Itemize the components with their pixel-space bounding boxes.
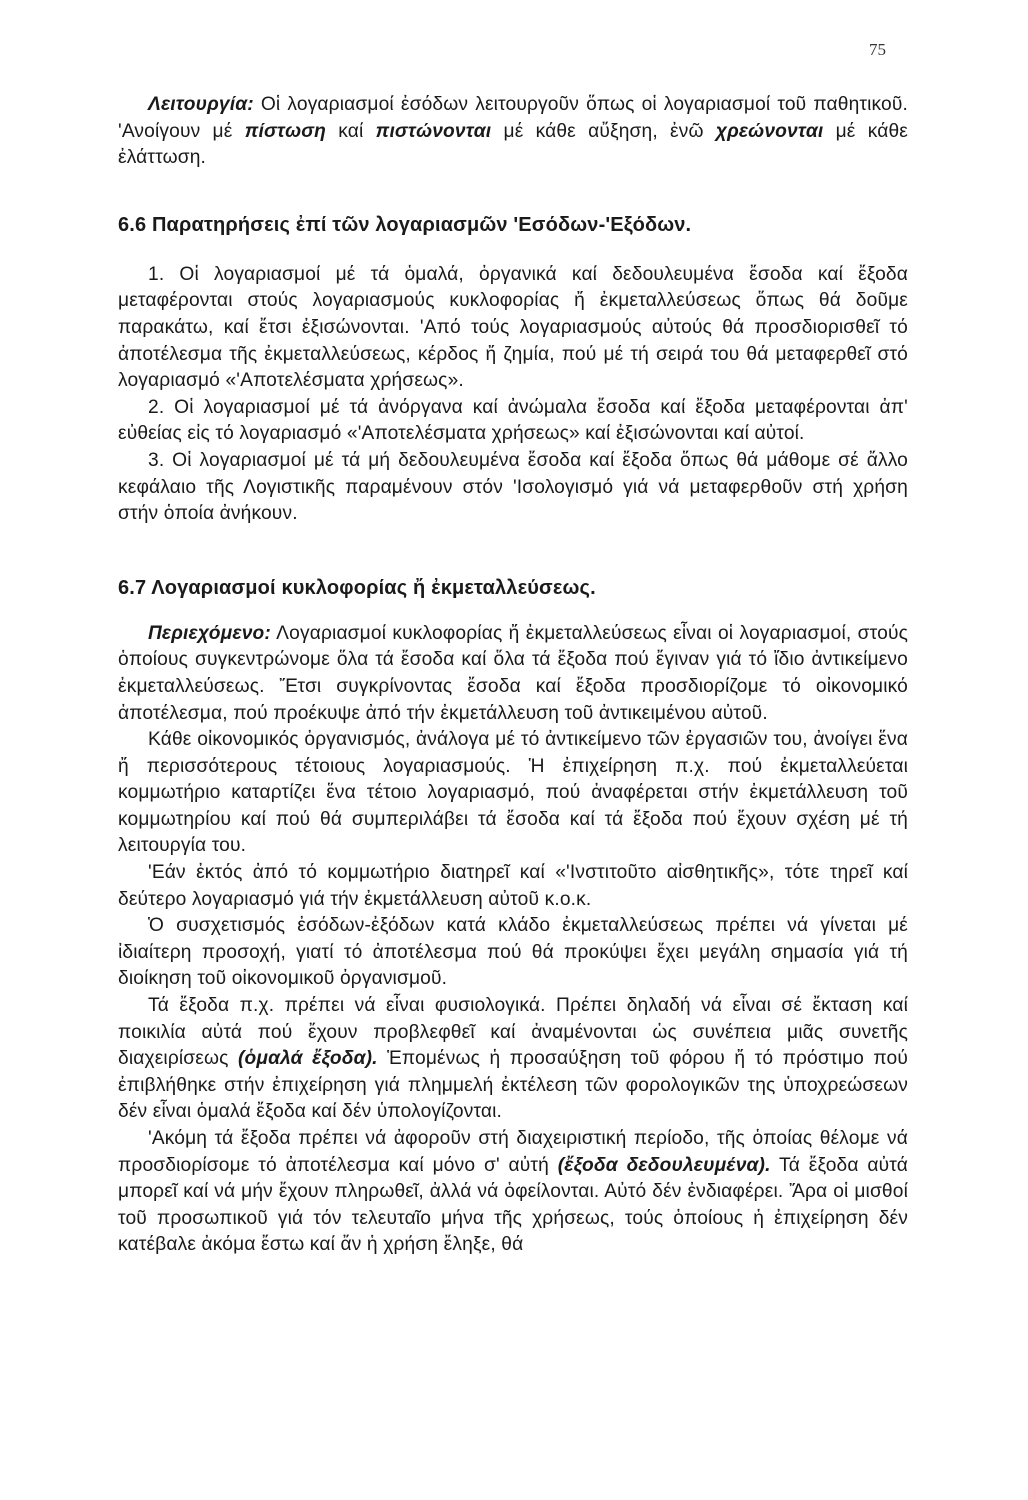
term-pistonontai: πιστώνονται bbox=[375, 120, 492, 142]
paragraph: Κάθε οἰκονομικός ὀργανισμός, ἀνάλογα μέ τό ἀντικείμενο τῶν ἐργασιῶν του, ἀνοίγει ἕνα ἤ περισσότερους τέτοιους λογαριασμούς. Ἡ ἐπιχείρηση π.χ. πού ἐκμεταλλεύεται κομμωτήριο καταρτίζει ἕνα τέτοιο λογαριασμό, πού ἀναφέρεται στήν ἐκμετάλλευση τοῦ κομμωτηρίου καί πού θά συμπεριλάβει τά ἔσοδα καί τά ἔξοδα πού ἔχουν σχέση μέ τή λειτουργία του. bbox=[118, 729, 908, 857]
term-exoda-dedouleumena: (ἔξοδα δεδουλευμένα). bbox=[557, 1154, 771, 1176]
section-6-7-heading: 6.7 Λογαριασμοί κυκλοφορίας ἤ ἐκμεταλλεύσεως. bbox=[118, 576, 596, 599]
list-item: 3. Οἱ λογαριασμοί μέ τά μή δεδουλευμένα ἔσοδα καί ἔξοδα ὅπως θά μάθομε σέ ἄλλο κεφάλαιο τῆς Λογιστικῆς παραμένουν στόν 'Ισολογισμό γιά νά μεταφερθοῦν στή χρήση στήν ὁποία ἀνήκουν. bbox=[118, 449, 908, 525]
content-label: Περιεχόμενο: bbox=[148, 622, 271, 644]
intro-label: Λειτουργία: bbox=[148, 94, 254, 115]
paragraph: 'Ακόμη τά ἔξοδα πρέπει νά ἀφοροῦν στή διαχειριστική περίοδο, τῆς ὁποίας θέλομε νά προσδιορίσομε τό ἀποτέλεσμα καί μόνο σ' αὐτή (ἔξοδα δεδουλευμένα). Τά ἔξοδα αὐτά μπορεῖ καί νά μήν ἔχουν πληρωθεῖ, ἀλλά νά ὀφείλονται. Αὐτό δέν ἐνδιαφέρει. Ἄρα οἱ μισθοί τοῦ προσωπικοῦ γιά τόν τελευταῖο μήνα τῆς χρήσεως, τούς ὁποίους ἡ ἐπιχείρηση δέν κατέβαλε ἀκόμα ἔστω καί ἄν ἡ χρήση ἔληξε, θά bbox=[118, 1128, 908, 1256]
page-content bbox=[118, 92, 908, 1259]
intro-paragraph: Λειτουργία: Οἱ λογαριασμοί ἐσόδων λειτουργοῦν ὅπως οἱ λογαριασμοί τοῦ παθητικοῦ. 'Ανοίγουν μέ πίστωση καί πιστώνονται μέ κάθε αὔξηση, ἐνῶ χρεώνονται μέ κάθε ἐλάττωση. bbox=[118, 94, 908, 169]
term-xreonontai: χρεώνονται bbox=[715, 120, 824, 142]
section-6-6-heading: 6.6 Παρατηρήσεις ἐπί τῶν λογαριασμῶν 'Εσόδων-'Εξόδων. bbox=[118, 213, 692, 236]
paragraph: Ὁ συσχετισμός ἐσόδων-ἐξόδων κατά κλάδο ἐκμεταλλεύσεως πρέπει νά γίνεται μέ ἰδιαίτερη προσοχή, γιατί τό ἀποτέλεσμα πού θά προκύψει ἔχει μεγάλη σημασία γιά τή διοίκηση τοῦ οἰκονομικοῦ ὀργανισμοῦ. bbox=[118, 915, 908, 990]
paragraph: 'Εάν ἐκτός ἀπό τό κομμωτήριο διατηρεῖ καί «'Ινστιτοῦτο αἰσθητικῆς», τότε τηρεῖ καί δεύτερο λογαριασμό γιά τήν ἐκμετάλλευση αὐτοῦ κ.ο.κ. bbox=[118, 862, 908, 910]
list-item: 2. Οἱ λογαριασμοί μέ τά ἀνόργανα καί ἀνώμαλα ἔσοδα καί ἔξοδα μεταφέρονται ἀπ' εὐθείας εἰς τό λογαριασμό «'Αποτελέσματα χρήσεως» καί ἐξισώνονται καί αὐτοί. bbox=[118, 396, 908, 445]
list-item: 1. Οἱ λογαριασμοί μέ τά ὁμαλά, ὀργανικά καί δεδουλευμένα ἔσοδα καί ἔξοδα μεταφέρονται στούς λογαριασμούς κυκλοφορίας ἤ ἐκμεταλλεύσεως ὅπως θά δοῦμε παρακάτω, καί ἔτσι ἐξισώνονται. 'Από τούς λογαριασμούς αὐτούς θά προσδιορισθεῖ τό ἀποτέλεσμα τῆς ἐκμεταλλεύσεως, κέρδος ἤ ζημία, πού μέ τή σειρά του θά μεταφερθεῖ στό λογαριασμό «'Αποτελέσματα χρήσεως». bbox=[118, 263, 908, 392]
paragraph: Τά ἔξοδα π.χ. πρέπει νά εἶναι φυσιολογικά. Πρέπει δηλαδή νά εἶναι σέ ἔκταση καί ποικιλία αὐτά πού ἔχουν προβλεφθεῖ καί ἀναμένονται ὡς συνέπεια μιᾶς συνετῆς διαχειρίσεως (ὁμαλά ἔξοδα). Ἑπομένως ἡ προσαύξηση τοῦ φόρου ἤ τό πρόστιμο πού ἐπιβλήθηκε στήν ἐπιχείρηση γιά πλημμελή ἐκτέλεση τῶν φορολογικῶν της ὑποχρεώσεων δέν εἶναι ὁμαλά ἔξοδα καί δέν ὑπολογίζονται. bbox=[118, 995, 909, 1123]
term-pistosi: πίστωση bbox=[244, 120, 327, 142]
page-number: 75 bbox=[869, 40, 886, 59]
content-paragraph: Περιεχόμενο: Λογαριασμοί κυκλοφορίας ἤ ἐκμεταλλεύσεως εἶναι οἱ λογαριασμοί, στούς ὁποίους συγκεντρώνομε ὅλα τά ἔσοδα καί ὅλα τά ἔξοδα πού ἔγιναν γιά τό ἴδιο ἀντικείμενο ἐκμεταλλεύσεως. Ἔτσι συγκρίνοντας ἔσοδα καί ἔξοδα προσδιορίζομε τό οἰκονομικό ἀποτέλεσμα, πού προέκυψε ἀπό τήν ἐκμετάλλευση τοῦ ἀντικειμένου αὐτοῦ. bbox=[118, 622, 908, 724]
term-omala-exoda: (ὁμαλά ἔξοδα). bbox=[237, 1048, 378, 1070]
